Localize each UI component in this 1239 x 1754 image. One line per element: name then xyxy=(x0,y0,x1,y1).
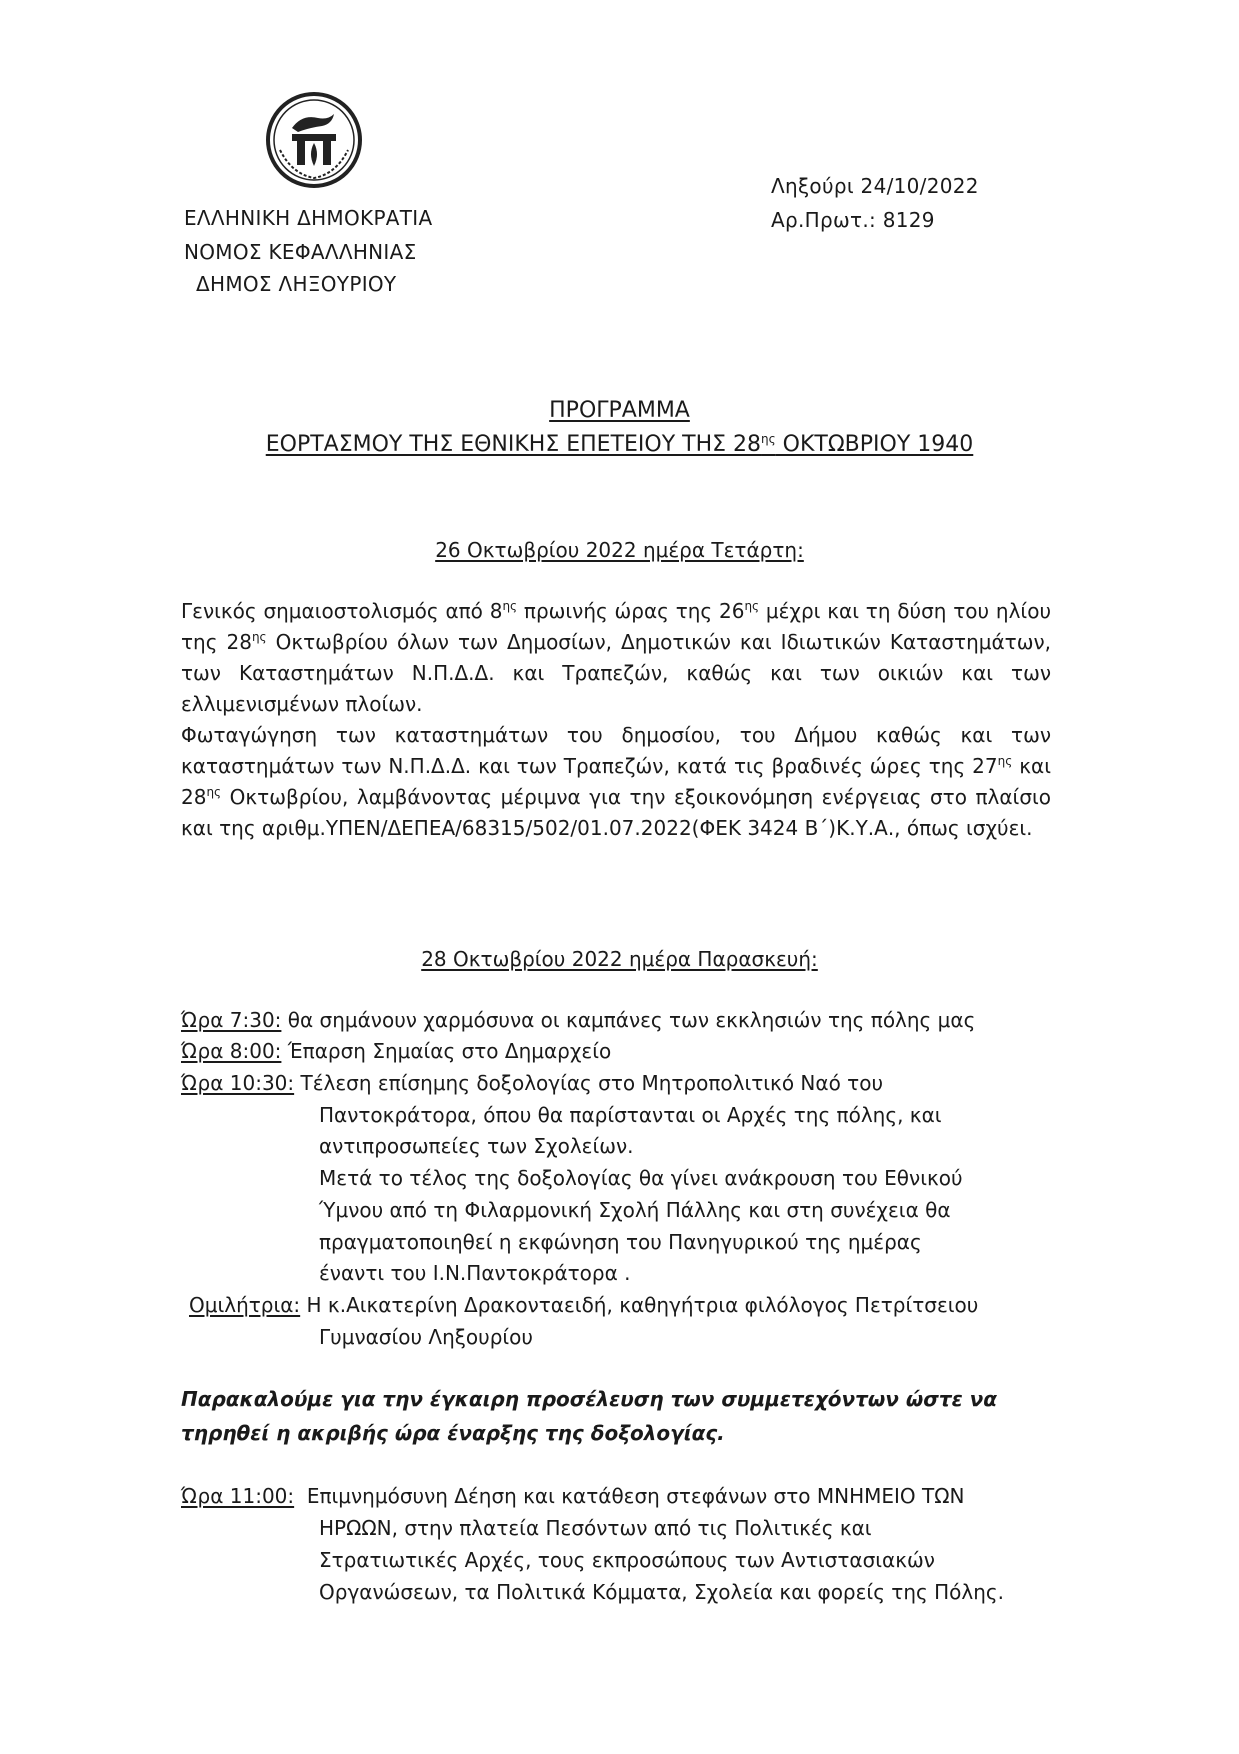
speaker-label: Ομιλήτρια: xyxy=(189,1293,301,1317)
day2-heading: 28 Οκτωβρίου 2022 ημέρα Παρασκευή: xyxy=(421,947,818,971)
document-subtitle: ΕΟΡΤΑΣΜΟΥ ΤΗΣ ΕΘΝΙΚΗΣ ΕΠΕΤΕΙΟΥ ΤΗΣ $28^{\eta\varsigma}$ ΟΚΤΩΒΡΙΟΥ 1940 xyxy=(265,432,974,457)
event-0800 xyxy=(181,1036,611,1067)
day1-heading: 26 Οκτωβρίου 2022 ημέρα Τετάρτη: xyxy=(435,538,804,562)
header-municipality: ΔΗΜΟΣ ΛΗΞΟΥΡΙΟΥ xyxy=(196,272,397,296)
header-prefecture: ΝΟΜΟΣ ΚΕΦΑΛΛΗΝΙΑΣ xyxy=(184,240,417,264)
event-0800-time: Ώρα 8:00: xyxy=(181,1039,282,1063)
event-0730-time: Ώρα 7:30: xyxy=(181,1008,282,1032)
event-1030-time: Ώρα 10:30: xyxy=(181,1071,295,1095)
event-1030-line2: Παντοκράτορα, όπου θα παρίστανται οι Αρχές της πόλης, και xyxy=(319,1103,942,1127)
speaker xyxy=(189,1290,978,1321)
event-1100-text: Επιμνημόσυνη Δέηση και κατάθεση στεφάνων στο ΜΝΗΜΕΙΟ ΤΩΝ xyxy=(294,1484,965,1508)
event-0730-text: θα σημάνουν χαρμόσυνα οι καμπάνες των εκκλησιών της πόλης μας xyxy=(281,1008,976,1032)
event-1030-line6: πραγματοποιηθεί η εκφώνηση του Πανηγυρικού της ημέρας xyxy=(319,1230,922,1254)
event-1030 xyxy=(181,1068,883,1099)
event-1030-line5: Ύμνου από τη Φιλαρμονική Σχολή Πάλλης και στη συνέχεια θα xyxy=(319,1198,951,1222)
document-title: ΠΡΟΓΡΑΜΜΑ xyxy=(549,398,690,423)
event-1030-line4: Μετά το τέλος της δοξολογίας θα γίνει ανάκρουση του Εθνικού xyxy=(319,1166,963,1190)
municipality-seal-logo xyxy=(262,88,366,192)
event-1100-line2: ΗΡΩΩΝ, στην πλατεία Πεσόντων από τις Πολιτικές και xyxy=(319,1516,872,1540)
event-0730 xyxy=(181,1005,975,1036)
event-1030-line3: αντιπροσωπείες των Σχολείων. xyxy=(319,1134,634,1158)
header-place-date: Ληξούρι 24/10/2022 xyxy=(771,174,979,198)
event-1100-line3: Στρατιωτικές Αρχές, τους εκπροσώπους των Αντιστασιακών xyxy=(319,1548,935,1572)
speaker-line2: Γυμνασίου Ληξουρίου xyxy=(319,1325,533,1349)
event-1100-line4: Οργανώσεων, τα Πολιτικά Κόμματα, Σχολεία και φορείς της Πόλης. xyxy=(319,1580,1004,1604)
day1-text xyxy=(181,596,1051,844)
header-country: ΕΛΛΗΝΙΚΗ ΔΗΜΟΚΡΑΤΙΑ xyxy=(184,206,433,230)
event-1030-line7: έναντι του Ι.Ν.Παντοκράτορα . xyxy=(319,1261,631,1285)
header-protocol-number: Αρ.Πρωτ.: 8129 xyxy=(771,208,935,232)
punctuality-notice: Παρακαλούμε για την έγκαιρη προσέλευση των συμμετεχόντων ώστε να τηρηθεί η ακριβής ώρα έναρξης της δοξολογίας. xyxy=(181,1387,998,1445)
day1-paragraph-lighting: Φωταγώγηση των καταστημάτων του δημοσίου, του Δήμου καθώς και των καταστημάτων των Ν.Π.Δ.Δ. και των Τραπεζών, κατά τις βραδινές ώρες της $27^{\eta\varsigma}$ και $28^{\eta\varsigma}$ Οκτωβρίου, λαμβάνοντας μέριμνα για την εξοικονόμηση ενέργειας στο πλαίσιο και της αριθμ.ΥΠΕΝ/ΔΕΠΕΑ/68315/502/01.07.2022(ΦΕΚ 3424 Β΄)Κ.Υ.Α., όπως ισχύει. xyxy=(181,723,1051,840)
event-0800-text: Έπαρση Σημαίας στο Δημαρχείο xyxy=(281,1039,612,1063)
day1-paragraph-flags: Γενικός σημαιοστολισμός από $8^{\eta\varsigma}$ πρωινής ώρας της $26^{\eta\varsigma}$ μέχρι και τη δύση του ηλίου της $28^{\eta\varsigma}$ Οκτωβρίου όλων των Δημοσίων, Δημοτικών και Ιδιωτικών Καταστημάτων, των Καταστημάτων Ν.Π.Δ.Δ. και Τραπεζών, καθώς και των οικιών και των ελλιμενισμένων πλοίων. xyxy=(181,599,1052,716)
event-1030-text: Τέλεση επίσημης δοξολογίας στο Μητροπολιτικό Ναό του xyxy=(294,1071,884,1095)
speaker-text: Η κ.Αικατερίνη Δρακονταειδή, καθηγήτρια φιλόλογος Πετρίτσειου xyxy=(300,1293,979,1317)
event-1100 xyxy=(181,1481,964,1512)
event-1100-time: Ώρα 11:00: xyxy=(181,1484,295,1508)
